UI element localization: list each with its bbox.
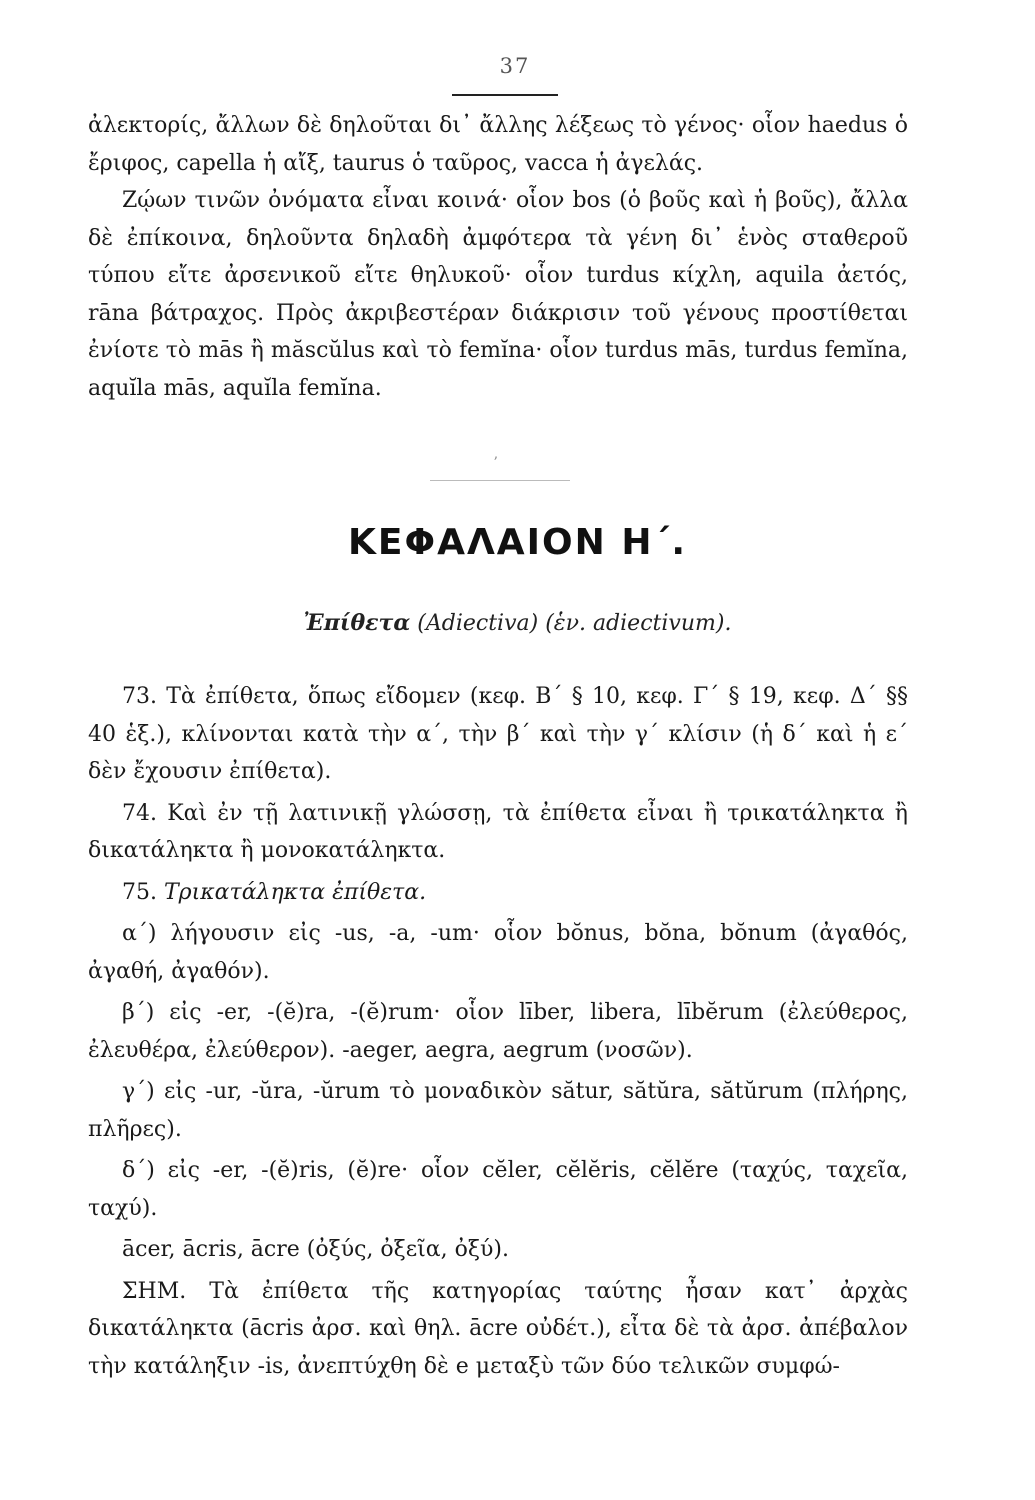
- chapter-title: ΚΕΦΑΛΑΙΟΝ Η΄.: [347, 522, 688, 563]
- item-beta: β΄) εἰς -er, -(ĕ)ra, -(ĕ)rum· οἷον līber, libera, lībĕrum (ἐλεύθερος, ἐλευθέρα, ἐλεύθερον). -aeger, aegra, aegrum (νοσῶν).: [88, 1000, 908, 1063]
- subtitle-greek: Ἐπίθετα: [303, 610, 411, 636]
- chapter-subtitle: [0, 610, 1035, 636]
- page-number: 37: [499, 54, 531, 78]
- section-73: 73. Τὰ ἐπίθετα, ὅπως εἴδομεν (κεφ. Β΄ § 10, κεφ. Γ΄ § 19, κεφ. Δ΄ §§ 40 ἑξ.), κλίνονται κατὰ τὴν α΄, τὴν β΄ καὶ τὴν γ΄ κλίσιν (ἡ δ΄ καὶ ἡ ε΄ δὲν ἔχουσιν ἐπίθετα).: [88, 684, 908, 784]
- main-text-block: [88, 678, 908, 1385]
- section-75-title: Τρικατάληκτα ἐπίθετα.: [164, 879, 427, 905]
- item-gamma: γ΄) εἰς -ur, -ŭra, -ŭrum τὸ μοναδικὸν sătur, sătŭra, sătŭrum (πλήρης, πλῆρες).: [88, 1079, 908, 1142]
- separator-mark: ʼ: [493, 455, 498, 471]
- item-delta-extra: ācer, ācris, ācre (ὀξύς, ὀξεῖα, ὀξύ).: [122, 1237, 509, 1262]
- subtitle-latin: (Adiectiva) (ἑν. adiectivum).: [417, 611, 732, 636]
- section-75-number: 75.: [122, 879, 157, 905]
- section-74: 74. Καὶ ἐν τῇ λατινικῇ γλώσσῃ, τὰ ἐπίθετα εἶναι ἢ τρικατάληκτα ἢ δικατάληκτα ἢ μονοκατάληκτα.: [88, 800, 908, 863]
- item-delta: δ΄) εἰς -er, -(ĕ)ris, (ĕ)re· οἷον cĕler, cĕlĕris, cĕlĕre (ταχύς, ταχεῖα, ταχύ).: [88, 1158, 908, 1221]
- intro-paragraph-1: ἀλεκτορίς, ἄλλων δὲ δηλοῦται δι᾿ ἄλλης λέξεως τὸ γένος· οἷον haedus ὁ ἔριφος, capella ἡ αἴξ, taurus ὁ ταῦρος, vacca ἡ ἀγελάς.: [88, 113, 908, 176]
- intro-paragraph-2: Ζῴων τινῶν ὀνόματα εἶναι κοινά· οἷον bos (ὁ βοῦς καὶ ἡ βοῦς), ἄλλα δὲ ἐπίκοινα, δηλοῦντα δηλαδὴ ἀμφότερα τὰ γένη δι᾿ ἑνὸς σταθεροῦ τύπου εἴτε ἀρσενικοῦ εἴτε θηλυκοῦ· οἷον turdus κίχλη, aquila ἀετός, rāna βάτραχος. Πρὸς ἀκριβεστέραν διάκρισιν τοῦ γένους προστίθεται ἐνίοτε τὸ mās ἢ măscŭlus καὶ τὸ femĭna· οἷον turdus mās, turdus femĭna, aquĭla mās, aquĭla femĭna.: [88, 188, 908, 401]
- intro-text-block: [88, 107, 908, 407]
- item-alpha: α΄) λήγουσιν εἰς -us, -a, -um· οἷον bŏnus, bŏna, bŏnum (ἀγαθός, ἀγαθή, ἀγαθόν).: [88, 921, 908, 984]
- section-75-heading: [88, 874, 908, 912]
- section-separator-rule: [430, 480, 570, 481]
- header-rule: [452, 94, 558, 96]
- note-paragraph: ΣΗΜ. Τὰ ἐπίθετα τῆς κατηγορίας ταύτης ἦσαν κατ᾿ ἀρχὰς δικατάληκτα (ācris ἀρσ. καὶ θηλ. ācre οὐδέτ.), εἶτα δὲ τὰ ἀρσ. ἀπέβαλον τὴν κατάληξιν -is, ἀνεπτύχθη δὲ e μεταξὺ τῶν δύο τελικῶν συμφώ-: [88, 1278, 908, 1379]
